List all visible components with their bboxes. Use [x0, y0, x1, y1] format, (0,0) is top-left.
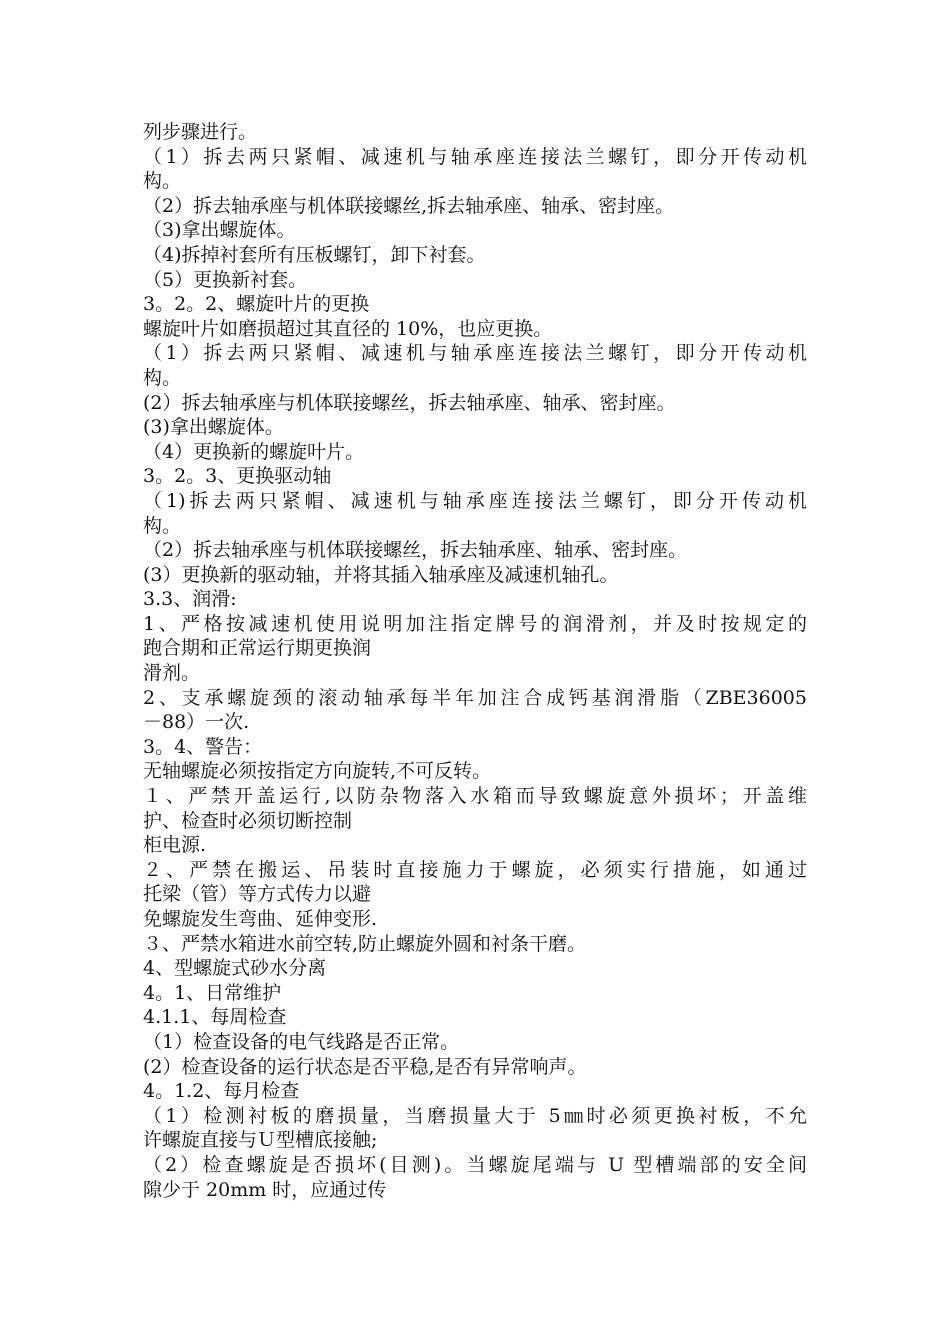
text-line: 免螺旋发生弯曲、延伸变形. [143, 908, 378, 930]
text-line: 2、支承螺旋颈的滚动轴承每半年加注合成钙基润滑脂（ZBE36005 [143, 686, 807, 709]
text-line: 1、严格按减速机使用说明加注指定牌号的润滑剂，并及时按规定的 [143, 612, 807, 635]
text-line: （2）拆去轴承座与机体联接螺丝,拆去轴承座、轴承、密封座。 [143, 194, 675, 217]
text-line: 列步骤进行。 [143, 121, 258, 143]
text-line: （2）拆去轴承座与机体联接螺丝，拆去轴承座、轴承、密封座。 [143, 539, 688, 562]
text-line: 托梁（管）等方式传力以避 [143, 883, 372, 906]
text-line: ３、严禁水箱进水前空转,防止螺旋外圆和衬条干磨。 [143, 932, 587, 955]
section-heading: 4.1.1、每周检查 [143, 1006, 287, 1029]
document-body [143, 120, 807, 1202]
text-line: 构。 [143, 366, 182, 389]
text-line: 构。 [143, 170, 182, 193]
text-line: （5）更换新衬套。 [143, 268, 308, 291]
text-line: －88）一次. [143, 711, 250, 734]
text-line: (2）拆去轴承座与机体联接螺丝，拆去轴承座、轴承、密封座。 [143, 391, 676, 414]
text-line: 许螺旋直接与Ｕ型槽底接触; [143, 1129, 378, 1152]
section-heading: 3。2。2、螺旋叶片的更换 [143, 293, 370, 316]
text-line: 隙少于 20mm 时，应通过传 [143, 1178, 387, 1201]
section-heading: 4。1、日常维护 [143, 981, 282, 1004]
section-heading: 4。1.2、每月检查 [143, 1080, 300, 1103]
text-line: 护、检查时必须切断控制 [143, 809, 353, 832]
text-line: （1）检测衬板的磨损量，当磨损量大于 5㎜时必须更换衬板，不允 [143, 1104, 807, 1127]
text-line: 螺旋叶片如磨损超过其直径的 10%，也应更换。 [143, 317, 553, 340]
section-heading: 4、型螺旋式砂水分离 [143, 957, 327, 980]
text-line: １、严禁开盖运行,以防杂物落入水箱而导致螺旋意外损坏；开盖维 [143, 785, 807, 808]
section-heading: 3.3、润滑: [143, 588, 237, 611]
text-line: 柜电源. [143, 834, 207, 857]
section-heading: 3。4、警告： [143, 735, 263, 758]
text-line: （1）检查设备的电气线路是否正常。 [143, 1030, 460, 1053]
section-heading: 3。2。3、更换驱动轴 [143, 465, 332, 488]
text-line: （2）检查螺旋是否损坏(目测)。当螺旋尾端与 U 型槽端部的安全间 [143, 1153, 807, 1176]
text-line: ２、严禁在搬运、吊装时直接施力于螺旋，必须实行措施，如通过 [143, 858, 807, 881]
text-line: 跑合期和正常运行期更换润 [143, 637, 372, 660]
text-line: (2）检查设备的运行状态是否平稳,是否有异常响声。 [143, 1055, 587, 1078]
text-line: （4）更换新的螺旋叶片。 [143, 440, 365, 463]
text-line: （1)拆去两只紧帽、减速机与轴承座连接法兰螺钉，即分开传动机 [143, 489, 807, 512]
text-line: （3)拿出螺旋体。 [143, 219, 296, 242]
text-line: （4)拆掉衬套所有压板螺钉，卸下衬套。 [143, 243, 486, 266]
text-line: 无轴螺旋必须按指定方向旋转,不可反转。 [143, 760, 492, 783]
text-line: 构。 [143, 514, 182, 537]
text-line: (3）更换新的驱动轴，并将其插入轴承座及减速机轴孔。 [143, 563, 619, 586]
text-line: （1）拆去两只紧帽、减速机与轴承座连接法兰螺钉，即分开传动机 [143, 145, 807, 168]
text-line: （1）拆去两只紧帽、减速机与轴承座连接法兰螺钉，即分开传动机 [143, 342, 807, 365]
text-line: 滑剂。 [143, 662, 201, 685]
text-line: (3)拿出螺旋体。 [143, 416, 284, 439]
